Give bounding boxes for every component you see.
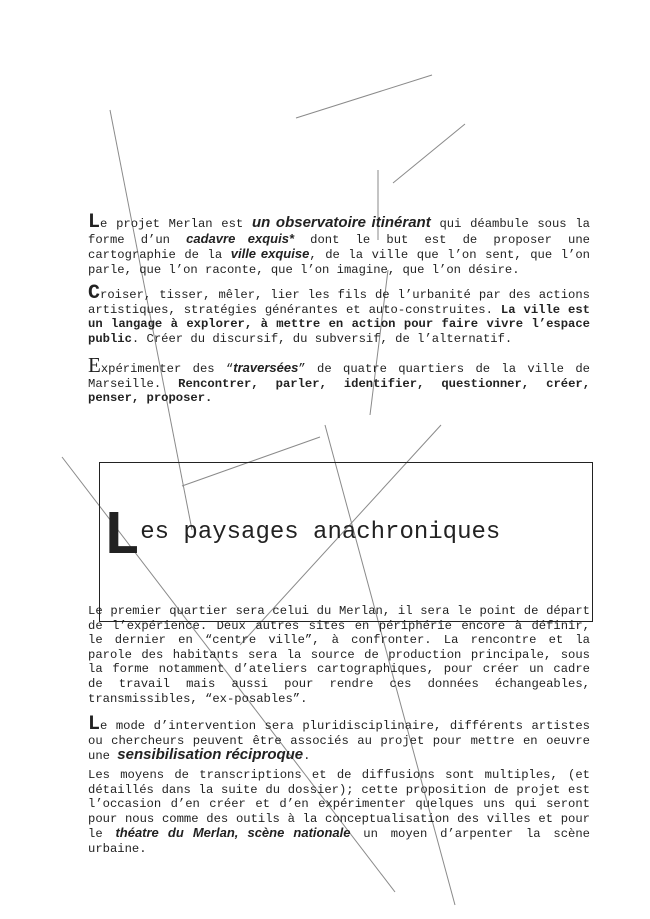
text-run: un moyen d’arpenter la scène urbaine. <box>88 827 590 856</box>
title-text: es paysages anachroniques <box>140 519 501 546</box>
emphasis-cadavre-exquis: cadavre exquis* <box>186 230 295 246</box>
drop-cap: C <box>88 282 101 305</box>
bold-actions: Rencontrer, parler, identifier, questionner, créer, penser, proposer. <box>88 376 591 406</box>
text-run: e projet Merlan est <box>100 217 252 231</box>
drop-cap: L <box>88 713 101 736</box>
body-paragraph-1: Le premier quartier sera celui du Merlan, il sera le point de départ de l’expérience. Deux autres sites en périphérie encore à définir, le dernier en “centre ville”, à confronter. La rencontre et la parole des habitants sera la source de production principale, sous la forme notamment d’ateliers cartographiques, pour créer un cadre de travail mais aussi pour rendre ces données échangeables, transmissibles, “ex-posables”. <box>88 604 590 706</box>
bold-statement: La ville est un langage à explorer, à mettre en action pour faire vivre l’espace public <box>88 302 591 346</box>
body-paragraph-2 <box>88 713 590 764</box>
text-run: e mode d’intervention sera pluridisciplinaire, différents artistes ou chercheurs peuvent être associés au projet pour mettre en oeuvre une <box>88 719 590 764</box>
decorative-line <box>296 75 432 118</box>
decorative-line <box>393 124 465 183</box>
text-run: ” de quatre quartiers de la ville de Marseille. <box>88 362 590 391</box>
text-run: . Créer du discursif, du subversif, de l’alternatif. <box>131 331 513 346</box>
emphasis-theatre-merlan: théatre du Merlan, scène nationale <box>115 825 351 841</box>
text-run: . <box>303 749 311 764</box>
emphasis-observatoire: un observatoire itinérant <box>251 214 431 231</box>
emphasis-traversees: traversées <box>233 360 299 375</box>
text-run: xpérimenter des “ <box>100 362 234 376</box>
emphasis-ville-exquise: ville exquise <box>230 246 310 262</box>
section-title <box>103 501 501 572</box>
drop-cap: L <box>88 211 101 234</box>
emphasis-sensibilisation: sensibilisation réciproque <box>117 746 304 764</box>
intro-paragraph-3 <box>88 353 591 406</box>
text-run: , de la ville que l’on sent, que l’on parle, que l’on raconte, que l’on imagine, que l’on désire. <box>88 248 590 277</box>
intro-paragraph-2 <box>88 282 591 346</box>
title-drop-cap: L <box>103 501 141 572</box>
text-run: qui déambule sous la forme d’un <box>88 217 590 247</box>
drop-cap: E <box>88 353 101 377</box>
text-run: roiser, tisser, mêler, lier les fils de l’urbanité par des actions artistiques, stratégies générantes et auto-construites. <box>88 288 590 317</box>
text-run: Les moyens de transcriptions et de diffusions sont multiples, (et détaillés dans la suite du dossier); cette proposition de projet est l’occasion d’en créer et d’en expérimenter quelques uns qui seront pour nous comme des outils à la conceptualisation des villes et pour le <box>88 768 590 842</box>
text-run: dont le but est de proposer une cartographie de la <box>88 232 590 263</box>
body-paragraph-3 <box>88 768 590 857</box>
intro-paragraph-1 <box>88 211 590 277</box>
